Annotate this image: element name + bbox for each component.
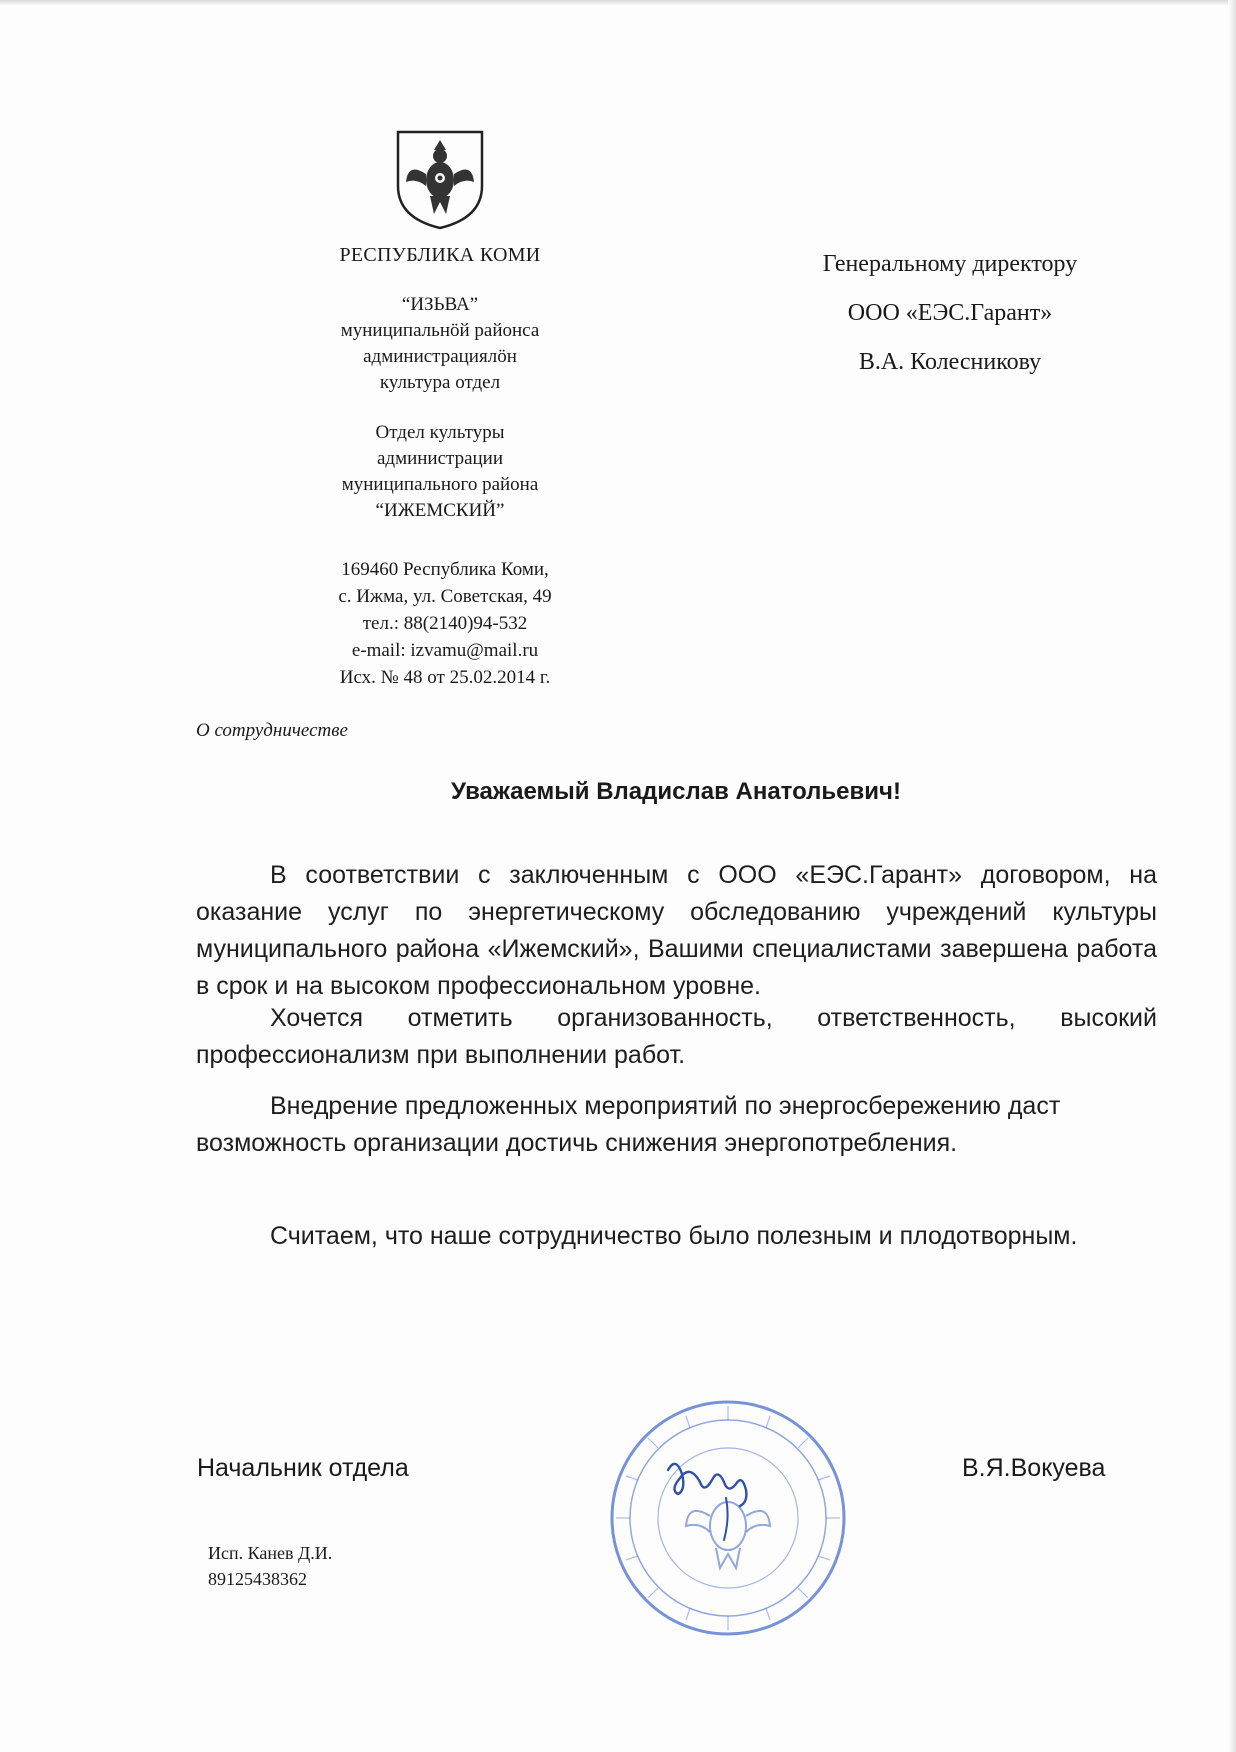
paragraph-3: Внедрение предложенных мероприятий по энергосбережению даст возможность организации достичь снижения энергопотребления. [196,1092,1061,1157]
executor-block [208,1540,332,1592]
ru-line-1: Отдел культуры [375,422,505,443]
paragraph-4: Считаем, что наше сотрудничество было полезным и плодотворным. [270,1222,1078,1250]
recipient-name: В.А. Колесникову [858,349,1042,375]
komi-line-3: культура отдел [379,372,501,393]
recipient-title: Генеральному директору [822,251,1078,277]
ru-line-3: муниципального района [341,474,539,495]
scan-edge-right [1228,0,1236,1752]
region-name: РЕСПУБЛИКА КОМИ [339,244,541,266]
address-line-1: 169460 Республика Коми, [341,559,549,580]
scan-edge-top [0,0,1236,6]
outgoing-number: Исх. № 48 от 25.02.2014 г. [339,667,551,688]
signer-position: Начальник отдела [197,1454,409,1482]
address-line-2: с. Ижма, ул. Советская, 49 [338,586,552,607]
salutation: Уважаемый Владислав Анатольевич! [451,778,901,805]
komi-line-2: администрациялӧн [363,346,517,367]
official-stamp-icon [608,1398,848,1638]
phone: тел.: 88(2140)94-532 [362,613,528,634]
ru-line-4: “ИЖЕМСКИЙ” [375,500,505,521]
email: e-mail: izvamu@mail.ru [351,640,539,661]
komi-line-1: муниципальнӧй районса [340,320,540,341]
signer-name: В.Я.Вокуева [962,1454,1106,1482]
paragraph-1: В соответствии с заключенным с ООО «ЕЭС.Гарант» договором, на оказание услуг по энергетическому обследованию учреждений культуры муниципального района «Ижемский», Вашими специалистами завершена работа в срок и на высоком профессиональном уровне. [196,861,1157,1000]
executor-name: Исп. Канев Д.И. [208,1543,333,1563]
executor-phone: 89125438362 [208,1569,307,1589]
sender-address [290,556,600,691]
paragraph-2: Хочется отметить организованность, ответственность, высокий профессионализм при выполнении работ. [196,1004,1157,1069]
recipient-company: ООО «ЕЭС.Гарант» [847,300,1053,326]
letterhead [290,128,590,524]
recipient-block [760,240,1140,387]
letter-subject: О сотрудничестве [196,720,348,741]
ru-line-2: администрации [376,448,504,469]
coat-of-arms-icon [394,128,486,232]
komi-org-name: “ИЗЬВА” [401,294,479,315]
